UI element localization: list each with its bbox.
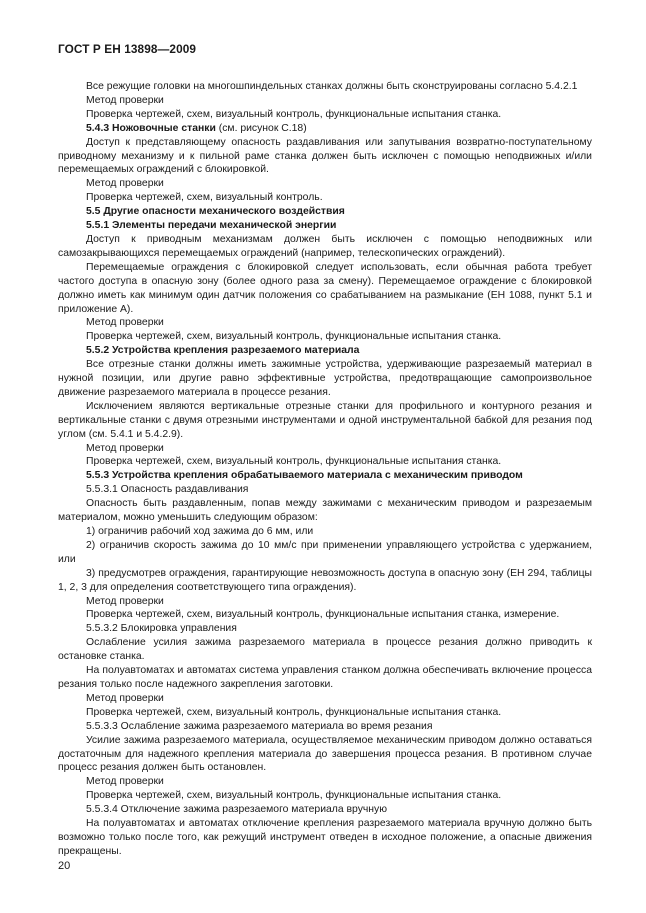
list-item: 2) ограничив скорость зажима до 10 мм/с при применении управляющего устройства с удержанием, или — [58, 539, 592, 565]
paragraph: Ослабление усилия зажима разрезаемого материала в процессе резания должно приводить к остановке станка. — [58, 637, 592, 663]
paragraph: Метод проверки — [86, 317, 164, 329]
section-heading-5-5-3: 5.5.3 Устройства крепления обрабатываемого материала с механическим приводом — [86, 470, 523, 482]
document-header: ГОСТ Р ЕН 13898—2009 — [58, 42, 197, 56]
paragraph: 5.5.3.2 Блокировка управления — [86, 623, 237, 635]
paragraph: 5.5.3.3 Ослабление зажима разрезаемого материала во время резания — [86, 720, 433, 732]
paragraph: Проверка чертежей, схем, визуальный контроль, функциональные испытания станка. — [86, 108, 502, 120]
paragraph: Метод проверки — [86, 776, 164, 788]
paragraph: 5.5.3.4 Отключение зажима разрезаемого материала вручную — [86, 804, 388, 816]
paragraph: Метод проверки — [86, 94, 164, 106]
section-heading-5-5: 5.5 Другие опасности механического воздействия — [86, 206, 345, 218]
paragraph: На полуавтоматах и автоматах отключение крепления разрезаемого материала вручную должно быть возможно только после того, как режущий инструмент отведен в исходное положение, а опасные движения прекращены. — [58, 818, 592, 857]
paragraph: Метод проверки — [86, 178, 164, 190]
paragraph: Все режущие головки на многошпиндельных станках должны быть сконструированы согласно 5.4.2.1 — [86, 81, 578, 92]
paragraph: Метод проверки — [86, 442, 164, 454]
paragraph: Опасность быть раздавленным, попав между зажимами с механическим приводом и разрезаемым материалом, можно уменьшить следующим образом: — [58, 498, 592, 524]
paragraph: Доступ к представляющему опасность раздавливания или запутывания возвратно-поступательному приводному механизму и к пильной раме станка должен быть исключен с помощью неподвижных и/или перемещаемых ограждений с блокировкой. — [58, 136, 592, 176]
paragraph: Проверка чертежей, схем, визуальный контроль, функциональные испытания станка. — [86, 790, 502, 802]
paragraph: На полуавтоматах и автоматах система управления станком должна обеспечивать включение процесса резания только после надежного закрепления заготовки. — [58, 665, 592, 690]
paragraph: Проверка чертежей, схем, визуальный контроль. — [86, 192, 323, 204]
paragraph: Перемещаемые ограждения с блокировкой следует использовать, если обычная работа требует частого доступа в опасную зону (более одного раза за смену). Перемещаемое ограждение с блокировкой должно иметь как минимум один датчик положения со срабатыванием на размыкание (ЕН 1088, пункт 5.1 и приложение А). — [58, 261, 592, 315]
paragraph: Доступ к приводным механизмам должен быть исключен с помощью неподвижных или самозакрывающихся перемещаемых ограждений (например, телескопических ограждений). — [58, 233, 592, 259]
paragraph: Все отрезные станки должны иметь зажимные устройства, удерживающие разрезаемый материал в нужной позиции, или другие равно эффективные устройства, предотвращающие самопроизвольное движение разрезаемого материала в процессе резания. — [58, 359, 592, 398]
section-heading-5-5-2: 5.5.2 Устройства крепления разрезаемого материала — [86, 345, 360, 357]
paragraph: Проверка чертежей, схем, визуальный контроль, функциональные испытания станка. — [86, 706, 502, 718]
paragraph: Метод проверки — [86, 692, 164, 704]
paragraph: Проверка чертежей, схем, визуальный контроль, функциональные испытания станка. — [86, 331, 502, 343]
paragraph: Проверка чертежей, схем, визуальный контроль, функциональные испытания станка, измерение. — [86, 609, 560, 621]
paragraph: Усилие зажима разрезаемого материала, осуществляемое механическим приводом должно оставаться достаточным для надежного крепления материала до завершения процесса резания. В противном случае процесс резания должен быть остановлен. — [58, 734, 592, 774]
section-heading-5-5-1: 5.5.1 Элементы передачи механической энергии — [86, 220, 337, 232]
section-heading-title: 5.4.3 Ножовочные станки — [86, 122, 216, 134]
document-body — [58, 80, 592, 859]
list-item: 3) предусмотрев ограждения, гарантирующие невозможность доступа в опасную зону (ЕН 294, таблицы 1, 2, 3 для определения соответствующего типа ограждения). — [58, 567, 592, 593]
list-item: 1) ограничив рабочий ход зажима до 6 мм, или — [86, 526, 314, 537]
paragraph: Метод проверки — [86, 595, 164, 607]
paragraph: Исключением являются вертикальные отрезные станки для профильного и контурного резания и вертикальные станки с двумя отрезными инструментами и одной инструментальной бабкой для резания под углом (см. 5.4.1 и 5.4.2.9). — [58, 400, 592, 440]
page-number: 20 — [58, 860, 71, 872]
paragraph: 5.5.3.1 Опасность раздавливания — [86, 484, 249, 496]
paragraph: Проверка чертежей, схем, визуальный контроль, функциональные испытания станка. — [86, 456, 502, 468]
figure-reference: (см. рисунок С.18) — [218, 122, 307, 134]
section-heading-5-4-3 — [58, 122, 592, 136]
